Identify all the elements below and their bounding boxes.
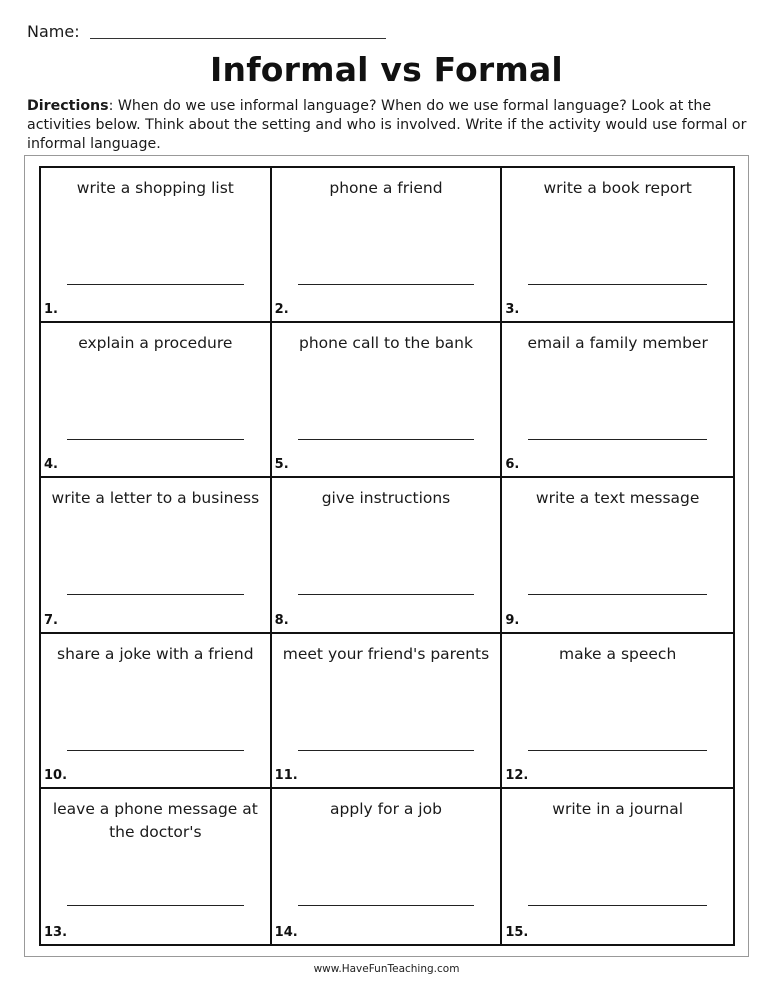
activity-cell [272,168,503,323]
activity-number: 15. [505,924,529,940]
activity-cell [41,634,272,789]
activity-number: 14. [274,924,298,940]
activity-text: apply for a job [330,799,442,818]
answer-line[interactable] [67,284,244,285]
activity-number: 13. [44,924,68,940]
answer-line[interactable] [298,750,475,751]
activity-cell [502,168,733,323]
activity-grid [39,166,735,946]
activity-text: email a family member [527,334,708,353]
activity-number: 1. [44,302,58,318]
answer-line[interactable] [298,439,475,440]
activity-number: 6. [505,457,520,473]
answer-line[interactable] [528,284,707,285]
activity-number: 7. [44,612,58,628]
activity-number: 5. [274,457,289,473]
activity-number: 2. [274,302,289,318]
activity-text: phone a friend [329,179,443,197]
activity-cell [502,323,733,478]
footer-url: www.HaveFunTeaching.com [313,963,460,975]
activity-cell [41,323,272,478]
activity-cell [272,323,503,478]
answer-line[interactable] [67,594,244,595]
name-input-line[interactable] [90,38,386,39]
answer-line[interactable] [528,905,707,906]
directions-label: Directions [27,98,109,114]
activity-number: 8. [274,612,289,628]
activity-cell [502,478,733,633]
answer-line[interactable] [298,905,475,906]
activity-number: 9. [505,612,520,628]
activity-cell [502,789,733,944]
activity-text: phone call to the bank [299,334,473,353]
activity-number: 4. [44,457,58,473]
answer-line[interactable] [528,594,707,595]
activity-cell [41,478,272,633]
directions [27,97,747,154]
activity-number: 12. [505,767,529,783]
name-label: Name: [27,22,80,41]
activity-number: 11. [274,767,298,783]
activity-text: write a letter to a business [51,489,260,508]
activity-cell [272,789,503,944]
activity-number: 3. [505,302,520,318]
answer-line[interactable] [298,594,475,595]
activity-text: leave a phone message at the doctor's [52,799,258,841]
answer-line[interactable] [67,439,244,440]
activity-text: explain a procedure [78,334,233,353]
activity-cell [41,168,272,323]
activity-cell [502,634,733,789]
activity-text: give instructions [321,489,451,508]
activity-text: share a joke with a friend [57,644,254,663]
activity-text: write a text message [535,489,700,508]
answer-line[interactable] [67,750,244,751]
activity-text: write a book report [543,179,692,197]
directions-text: : When do we use informal language? When do we use formal language? Look at the activities below. Think about the setting and who is involved. Write if the activity would use formal or informal language. [27,98,747,152]
activity-number: 10. [44,767,68,783]
activity-cell [41,789,272,944]
answer-line[interactable] [528,439,707,440]
answer-line[interactable] [298,284,475,285]
activity-text: make a speech [559,644,677,663]
activity-text: meet your friend's parents [282,644,490,663]
page-title: Informal vs Formal [210,50,563,89]
activity-text: write a shopping list [76,179,234,197]
answer-line[interactable] [528,750,707,751]
activity-cell [272,634,503,789]
answer-line[interactable] [67,905,244,906]
activity-text: write in a journal [552,799,684,818]
activity-cell [272,478,503,633]
